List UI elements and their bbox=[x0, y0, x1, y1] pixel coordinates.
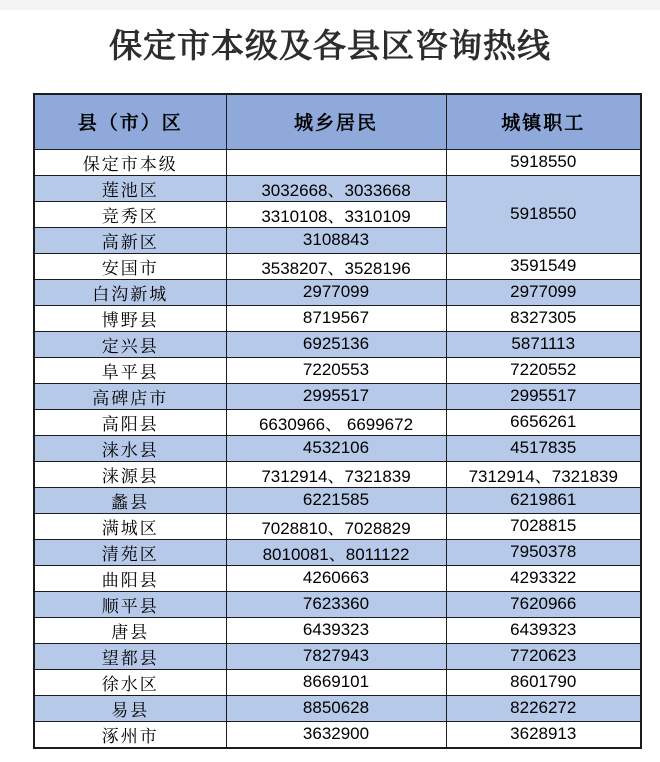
district-cell: 易县 bbox=[34, 695, 226, 721]
table-row bbox=[34, 721, 641, 748]
district-cell: 竞秀区 bbox=[34, 201, 226, 227]
worker-cell: 2995517 bbox=[446, 383, 641, 409]
district-cell: 莲池区 bbox=[34, 175, 226, 201]
header-worker: 城镇职工 bbox=[446, 94, 641, 149]
resident-cell: 8850628 bbox=[226, 695, 446, 721]
table-row bbox=[34, 305, 641, 331]
resident-cell: 4532106 bbox=[226, 435, 446, 461]
resident-cell: 3310108、3310109 bbox=[226, 201, 446, 227]
worker-cell: 5871113 bbox=[446, 331, 641, 357]
worker-cell: 7028815 bbox=[446, 513, 641, 539]
table-row bbox=[34, 617, 641, 643]
resident-cell: 6925136 bbox=[226, 331, 446, 357]
district-cell: 蠡县 bbox=[34, 487, 226, 513]
district-cell: 白沟新城 bbox=[34, 279, 226, 305]
district-cell: 博野县 bbox=[34, 305, 226, 331]
table-row bbox=[34, 331, 641, 357]
worker-cell: 6656261 bbox=[446, 409, 641, 435]
district-cell: 涿州市 bbox=[34, 721, 226, 748]
resident-cell: 6221585 bbox=[226, 487, 446, 513]
resident-cell bbox=[226, 149, 446, 175]
resident-cell: 8669101 bbox=[226, 669, 446, 695]
worker-cell: 8226272 bbox=[446, 695, 641, 721]
table-row bbox=[34, 539, 641, 565]
header-resident: 城乡居民 bbox=[226, 94, 446, 149]
worker-cell: 4293322 bbox=[446, 565, 641, 591]
district-cell: 定兴县 bbox=[34, 331, 226, 357]
resident-cell: 4260663 bbox=[226, 565, 446, 591]
worker-cell: 8601790 bbox=[446, 669, 641, 695]
table-row bbox=[34, 461, 641, 487]
resident-cell: 8010081、8011122 bbox=[226, 539, 446, 565]
worker-cell: 6439323 bbox=[446, 617, 641, 643]
table-row bbox=[34, 357, 641, 383]
resident-cell: 3108843 bbox=[226, 227, 446, 253]
table-row bbox=[34, 253, 641, 279]
table-row bbox=[34, 149, 641, 175]
worker-cell: 5918550 bbox=[446, 175, 641, 253]
table-body bbox=[34, 149, 641, 748]
resident-cell: 6630966、 6699672 bbox=[226, 409, 446, 435]
table-row bbox=[34, 175, 641, 201]
district-cell: 望都县 bbox=[34, 643, 226, 669]
resident-cell: 3632900 bbox=[226, 721, 446, 748]
district-cell: 满城区 bbox=[34, 513, 226, 539]
district-cell: 徐水区 bbox=[34, 669, 226, 695]
resident-cell: 3032668、3033668 bbox=[226, 175, 446, 201]
table-row bbox=[34, 669, 641, 695]
worker-cell: 3628913 bbox=[446, 721, 641, 748]
table-row bbox=[34, 643, 641, 669]
top-band bbox=[0, 0, 660, 10]
table-row bbox=[34, 487, 641, 513]
district-cell: 曲阳县 bbox=[34, 565, 226, 591]
worker-cell: 7312914、7321839 bbox=[446, 461, 641, 487]
table-row bbox=[34, 279, 641, 305]
table-row bbox=[34, 409, 641, 435]
district-cell: 阜平县 bbox=[34, 357, 226, 383]
district-cell: 安国市 bbox=[34, 253, 226, 279]
district-cell: 涞源县 bbox=[34, 461, 226, 487]
worker-cell: 7620966 bbox=[446, 591, 641, 617]
header-district: 县（市）区 bbox=[34, 94, 226, 149]
table-row bbox=[34, 695, 641, 721]
header-row bbox=[34, 94, 641, 149]
district-cell: 唐县 bbox=[34, 617, 226, 643]
worker-cell: 6219861 bbox=[446, 487, 641, 513]
worker-cell: 8327305 bbox=[446, 305, 641, 331]
district-cell: 清苑区 bbox=[34, 539, 226, 565]
worker-cell: 3591549 bbox=[446, 253, 641, 279]
resident-cell: 7220553 bbox=[226, 357, 446, 383]
resident-cell: 6439323 bbox=[226, 617, 446, 643]
resident-cell: 7028810、7028829 bbox=[226, 513, 446, 539]
district-cell: 顺平县 bbox=[34, 591, 226, 617]
page-title: 保定市本级及各县区咨询热线 bbox=[109, 27, 551, 64]
district-cell: 保定市本级 bbox=[34, 149, 226, 175]
resident-cell: 8719567 bbox=[226, 305, 446, 331]
worker-cell: 2977099 bbox=[446, 279, 641, 305]
table-row bbox=[34, 591, 641, 617]
table-header bbox=[34, 94, 641, 149]
worker-cell: 5918550 bbox=[446, 149, 641, 175]
worker-cell: 4517835 bbox=[446, 435, 641, 461]
resident-cell: 7623360 bbox=[226, 591, 446, 617]
worker-cell: 7720623 bbox=[446, 643, 641, 669]
table-row bbox=[34, 513, 641, 539]
table-row bbox=[34, 383, 641, 409]
resident-cell: 2995517 bbox=[226, 383, 446, 409]
resident-cell: 7827943 bbox=[226, 643, 446, 669]
resident-cell: 7312914、7321839 bbox=[226, 461, 446, 487]
worker-cell: 7950378 bbox=[446, 539, 641, 565]
resident-cell: 3538207、3528196 bbox=[226, 253, 446, 279]
worker-cell: 7220552 bbox=[446, 357, 641, 383]
resident-cell: 2977099 bbox=[226, 279, 446, 305]
district-cell: 高新区 bbox=[34, 227, 226, 253]
district-cell: 高阳县 bbox=[34, 409, 226, 435]
table-row bbox=[34, 565, 641, 591]
district-cell: 涞水县 bbox=[34, 435, 226, 461]
hotline-table bbox=[33, 93, 642, 749]
table-row bbox=[34, 435, 641, 461]
district-cell: 高碑店市 bbox=[34, 383, 226, 409]
